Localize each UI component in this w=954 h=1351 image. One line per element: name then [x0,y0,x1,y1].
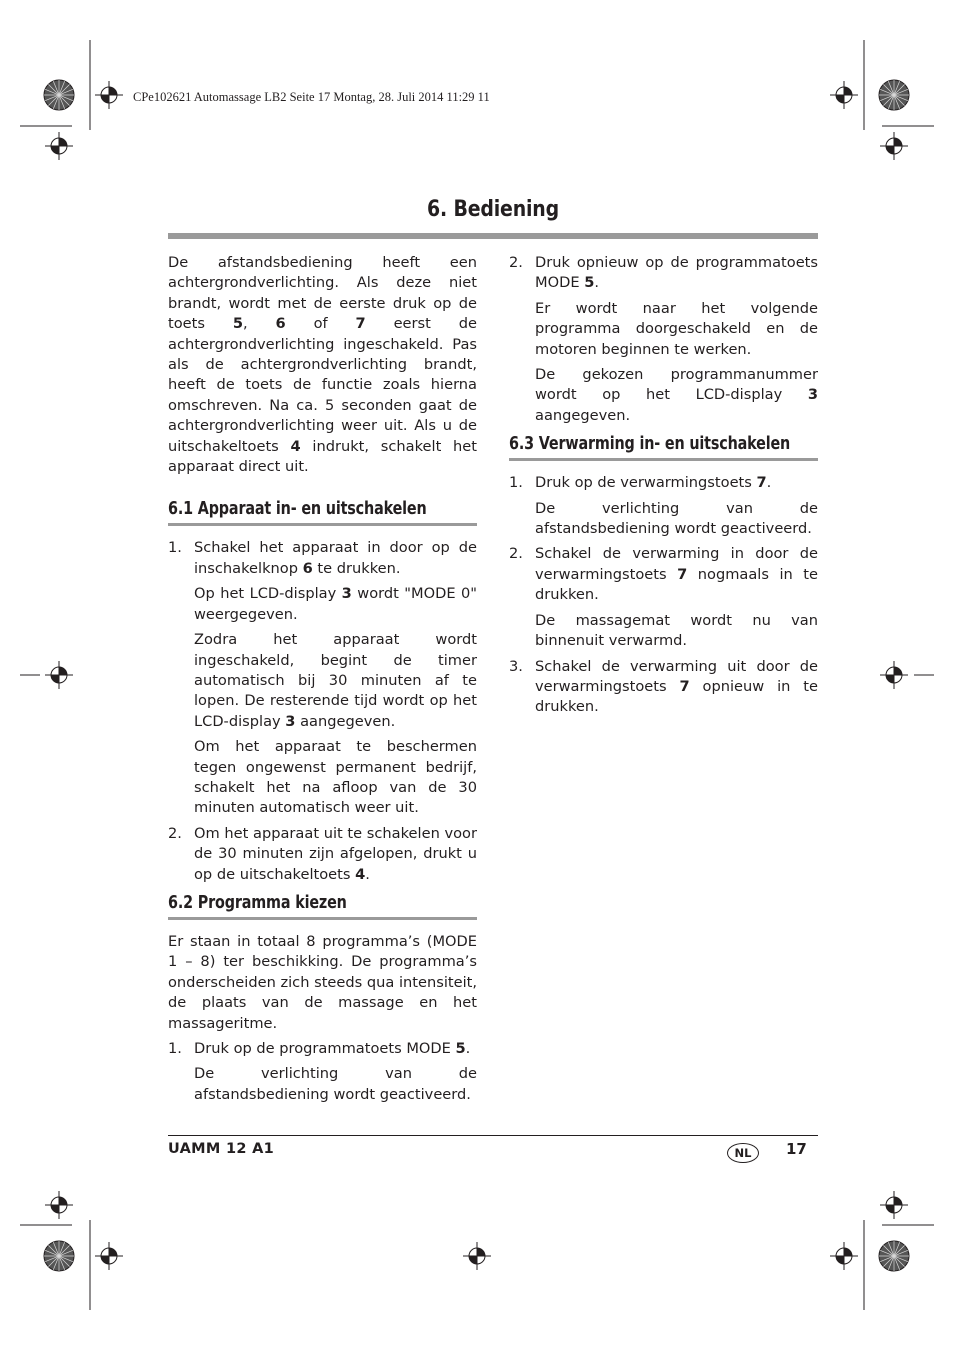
footer-rule [168,1135,818,1136]
page-title: 6. Bediening [427,197,559,222]
section-6-2-intro: Er staan in totaal 8 programma’s (MODE 1 – 8) ter beschikking. De programma’s onderscheiden zich steeds qua intensiteit, de plaats van de massage en het massageritme. [168,932,477,1032]
section-heading-6-2: 6.2 Programma kiezen [168,892,347,913]
steps-6-2-part1 [168,1039,477,1105]
list-item: 3. Schakel de verwarming uit door de verwarmingstoets 7 opnieuw in te drukken. [509,657,818,716]
print-header: CPe102621 Automassage LB2 Seite 17 Montag, 28. Juli 2014 11:29 11 [133,90,490,104]
list-item: 2. Druk opnieuw op de programmatoets MODE 5. Er wordt naar het volgende programma doorgeschakeld en de motoren beginnen te werken. De gekozen programmanummer wordt op het LCD-display 3 aangegeven. [509,254,818,424]
list-item: 1. Schakel het apparaat in door op de inschakelknop 6 te drukken. Op het LCD-display 3 wordt "MODE 0" weergegeven. Zodra het apparaat wordt ingeschakeld, begint de timer automatisch bij 30 minuten af te lopen. De resterende tijd wordt op het LCD-display 3 aangegeven. Om het apparaat te beschermen tegen ongewenst permanent bedrijf, schakelt het na afloop van de 30 minuten automatisch weer uit. [168,539,477,817]
left-column [168,253,477,1110]
section-rule [168,523,477,526]
right-column [509,253,818,723]
intro-paragraph: De afstandsbediening heeft een achtergrondverlichting. Als deze niet brandt, wordt met de eerste druk op de toets 5, 6 of 7 eerst de achtergrondverlichting ingeschakeld. Pas als de achtergrondverlichting brandt, heeft de toets de functie zoals hierna omschreven. Na ca. 5 seconden gaat de achtergrondverlichting weer uit. Als u de uitschakeltoets 4 indrukt, schakelt het apparaat direct uit. [168,254,477,476]
language-badge: NL [727,1143,759,1163]
footer-model: UAMM 12 A1 [168,1141,274,1157]
page-number: 17 [786,1140,807,1158]
title-rule [168,233,818,239]
section-heading-6-1: 6.1 Apparaat in- en uitschakelen [168,499,427,520]
section-heading-6-3: 6.3 Verwarming in- en uitschakelen [509,434,791,455]
list-item: 1. Druk op de verwarmingstoets 7. De verlichting van de afstandsbediening wordt geactiveerd. [509,474,818,538]
list-item: 2. Om het apparaat uit te schakelen voor de 30 minuten zijn afgelopen, drukt u op de uitschakeltoets 4. [168,824,477,883]
steps-6-2-part2 [509,253,818,426]
list-item: 1. Druk op de programmatoets MODE 5. De verlichting van de afstandsbediening wordt geactiveerd. [168,1040,477,1103]
steps-6-3 [509,473,818,717]
list-item: 2. Schakel de verwarming in door de verwarmingstoets 7 nogmaals in te drukken. De massagemat wordt nu van binnenuit verwarmd. [509,545,818,650]
section-rule [168,917,477,920]
section-rule [509,458,818,461]
steps-6-1 [168,538,477,885]
